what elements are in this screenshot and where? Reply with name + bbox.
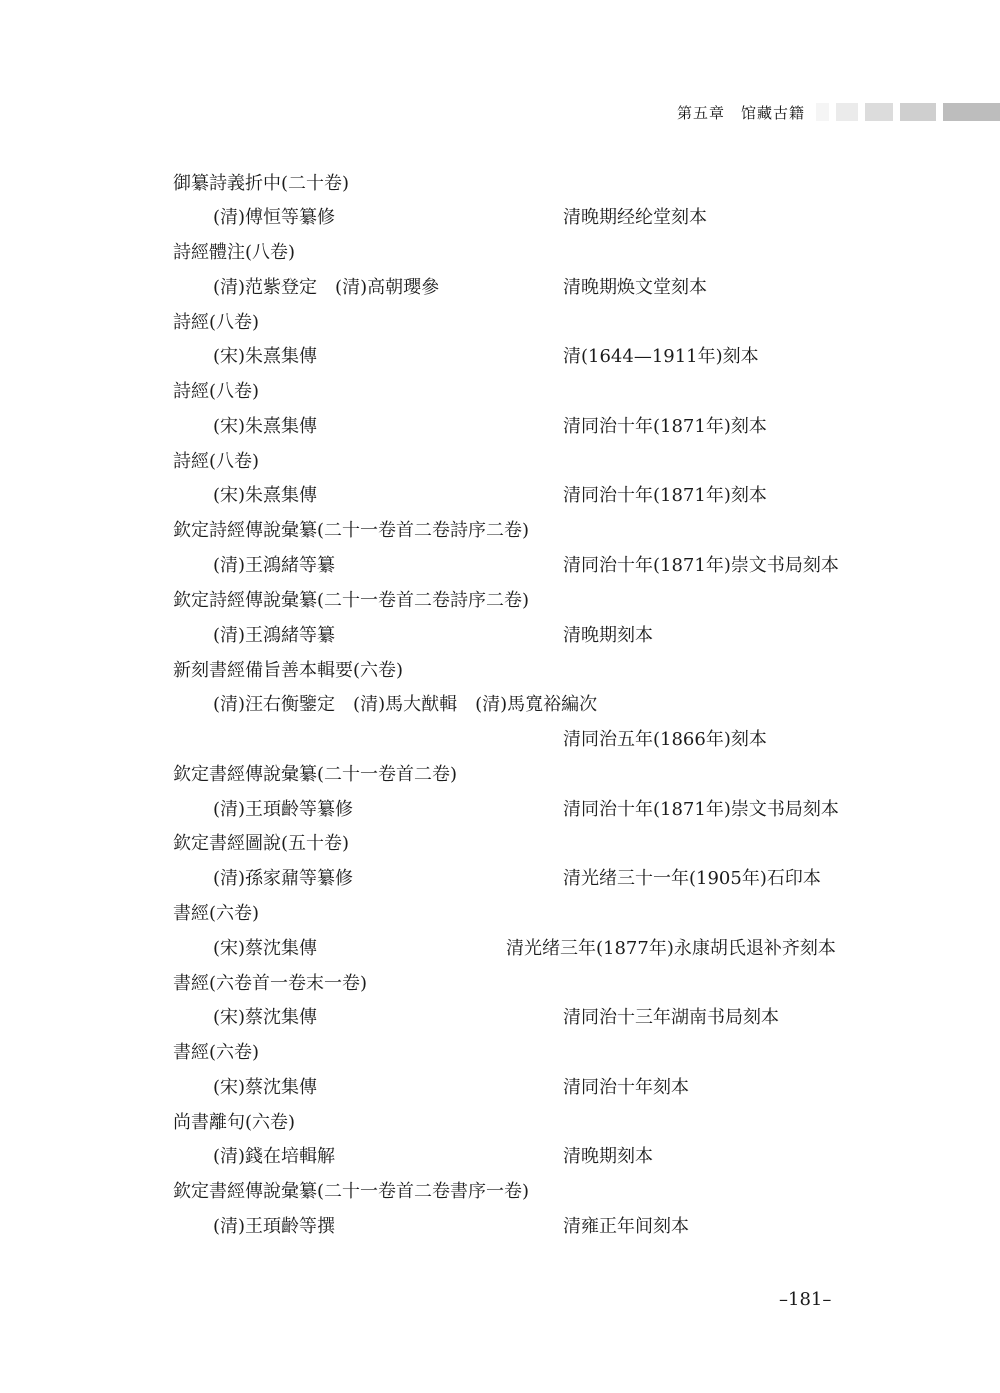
entry-details [0, 934, 1000, 964]
entry-details [0, 621, 1000, 651]
entry-details [0, 1073, 1000, 1103]
running-header [0, 100, 1000, 124]
entry-author: (清)傅恒等纂修 [213, 207, 336, 228]
entry-title: 書經(六卷首一卷末一卷) [173, 973, 368, 994]
entry-details [0, 481, 1000, 511]
entry-edition: 清晚期刻本 [563, 625, 653, 646]
header-block [943, 103, 1000, 121]
entry-title: 書經(六卷) [173, 1042, 260, 1063]
entry-title: 詩經(八卷) [173, 312, 260, 333]
entry-details [0, 690, 1000, 720]
entry-author: (清)王鴻緒等纂 [213, 555, 336, 576]
entry-title: 詩經(八卷) [173, 451, 260, 472]
entry-details [0, 795, 1000, 825]
entry-details [0, 203, 1000, 233]
entry-edition: 清雍正年间刻本 [563, 1216, 689, 1237]
entry-author: (清)王頊齡等纂修 [213, 799, 354, 820]
entry-title: 新刻書經備旨善本輯要(六卷) [173, 660, 404, 681]
entry-title: 欽定詩經傳說彙纂(二十一卷首二卷詩序二卷) [173, 520, 530, 541]
entry-edition: 清(1644—1911年)刻本 [563, 346, 759, 367]
entry-edition: 清同治十年(1871年)刻本 [563, 485, 767, 506]
entry-title: 欽定書經傳說彙纂(二十一卷首二卷書序一卷) [173, 1181, 530, 1202]
entry-author: (清)孫家鼐等纂修 [213, 868, 354, 889]
header-block [836, 103, 858, 121]
entry-edition: 清同治十年(1871年)刻本 [563, 416, 767, 437]
entry-author: (清)汪右衡鑒定 (清)馬大猷輯 (清)馬寬裕編次 [213, 694, 598, 715]
header-block [900, 103, 936, 121]
entry-details [0, 551, 1000, 581]
entry-edition: 清同治五年(1866年)刻本 [563, 729, 767, 750]
header-block [816, 103, 829, 121]
entry-details [0, 1142, 1000, 1172]
entry-author: (宋)朱熹集傳 [213, 416, 318, 437]
entry-edition: 清光绪三年(1877年)永康胡氏退补齐刻本 [506, 938, 836, 959]
entry-title: 御纂詩義折中(二十卷) [173, 173, 350, 194]
entry-details [0, 412, 1000, 442]
entry-details [0, 1212, 1000, 1242]
entry-author: (清)王頊齡等撰 [213, 1216, 336, 1237]
page-number: –181– [779, 1289, 832, 1310]
entry-title: 詩經體注(八卷) [173, 242, 296, 263]
entry-details [0, 725, 1000, 755]
entry-edition: 清光绪三十一年(1905年)石印本 [563, 868, 821, 889]
entry-edition: 清同治十年(1871年)崇文书局刻本 [563, 799, 839, 820]
entry-author: (宋)朱熹集傳 [213, 346, 318, 367]
entry-details [0, 342, 1000, 372]
entry-title: 欽定書經傳說彙纂(二十一卷首二卷) [173, 764, 458, 785]
entry-edition: 清晚期刻本 [563, 1146, 653, 1167]
entry-title: 詩經(八卷) [173, 381, 260, 402]
entry-title: 欽定書經圖說(五十卷) [173, 833, 350, 854]
header-block [865, 103, 893, 121]
entry-details [0, 864, 1000, 894]
entry-author: (宋)蔡沈集傳 [213, 938, 318, 959]
entry-details [0, 273, 1000, 303]
entry-edition: 清同治十三年湖南书局刻本 [563, 1007, 779, 1028]
entry-author: (清)王鴻緒等纂 [213, 625, 336, 646]
entry-edition: 清晚期经纶堂刻本 [563, 207, 707, 228]
entry-author: (宋)蔡沈集傳 [213, 1077, 318, 1098]
entry-author: (清)范紫登定 (清)高朝瓔參 [213, 277, 440, 298]
entry-author: (宋)朱熹集傳 [213, 485, 318, 506]
entry-details [0, 1003, 1000, 1033]
entry-title: 尚書離句(六卷) [173, 1112, 296, 1133]
entry-edition: 清同治十年(1871年)崇文书局刻本 [563, 555, 839, 576]
entry-edition: 清同治十年刻本 [563, 1077, 689, 1098]
entry-title: 欽定詩經傳說彙纂(二十一卷首二卷詩序二卷) [173, 590, 530, 611]
entry-author: (清)錢在培輯解 [213, 1146, 336, 1167]
entry-title: 書經(六卷) [173, 903, 260, 924]
entry-author: (宋)蔡沈集傳 [213, 1007, 318, 1028]
chapter-title: 第五章 馆藏古籍 [676, 104, 805, 122]
entry-edition: 清晚期焕文堂刻本 [563, 277, 707, 298]
